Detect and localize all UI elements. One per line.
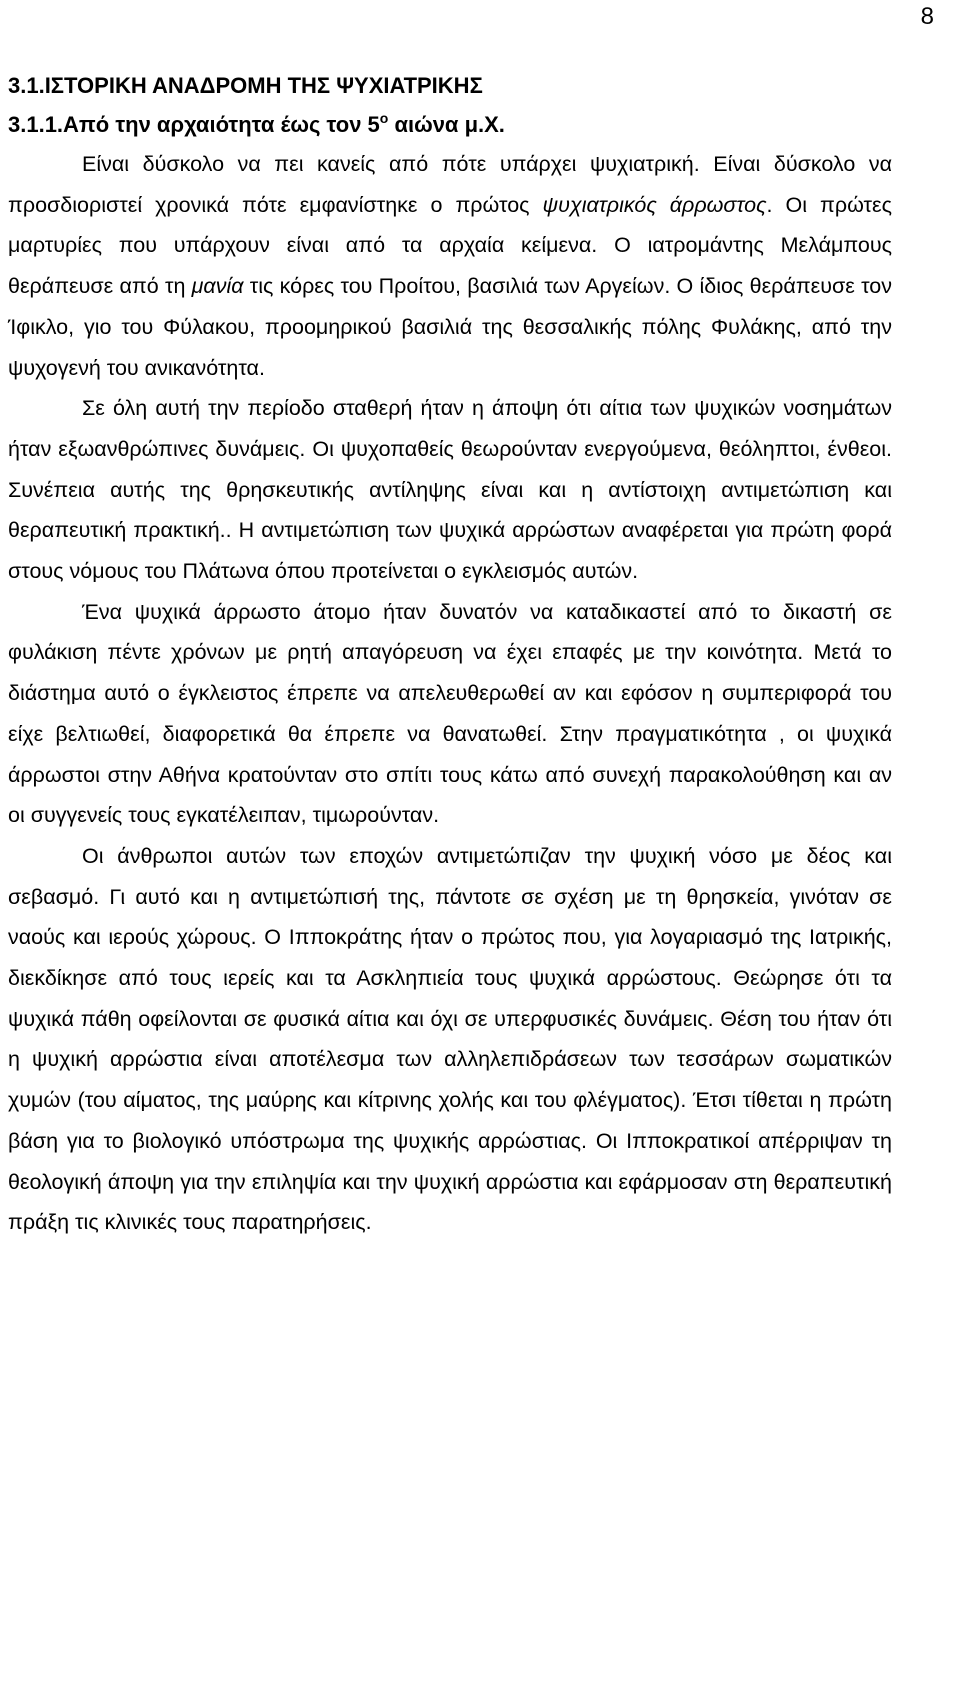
paragraph-1-text-c: τις κόρες του Προίτου, βασιλιά των Αργείων. Ο ίδιος θεράπευσε τον Ίφικλο, γιο του Φύλακου, προομηρικού βασιλιά της θεσσαλικής πόλης Φυλάκης, από την ψυχογενή του ανικανότητα. bbox=[8, 274, 892, 380]
paragraph-1-text-a: Είναι δύσκολο να πει κανείς από πότε υπάρχει ψυχιατρική. Είναι δύσκολο να προσδιοριστεί χρονικά πότε εμφανίστηκε ο πρώτος bbox=[8, 152, 892, 217]
paragraph-1-text-b: . Οι πρώτες μαρτυρίες που υπάρχουν είναι από τα αρχαία κείμενα. Ο ιατρομάντης Μελάμπους θεράπευσε από τη bbox=[8, 192, 892, 299]
subsection-heading bbox=[8, 107, 892, 143]
italic-term-psychiatric-patient: ψυχιατρικός άρρωστος bbox=[542, 192, 767, 217]
paragraph-1 bbox=[8, 144, 892, 388]
paragraph-3: Ένα ψυχικά άρρωστο άτομο ήταν δυνατόν να καταδικαστεί από το δικαστή σε φυλάκιση πέντε χρόνων με ρητή απαγόρευση να έχει επαφές με την κοινότητα. Μετά το διάστημα αυτό ο έγκλειστος έπρεπε να απελευθερωθεί αν και εφόσον η συμπεριφορά του είχε βελτιωθεί, διαφορετικά θα έπρεπε να θανατωθεί. Στην πραγματικότητα , οι ψυχικά άρρωστοι στην Αθήνα κρατούνταν στο σπίτι τους κάτω από συνεχή παρακολούθηση και αν οι συγγενείς τους εγκατέλειπαν, τιμωρούνταν. bbox=[8, 599, 892, 828]
subsection-heading-text: 3.1.1.Από την αρχαιότητα έως τον 5 bbox=[8, 112, 380, 137]
subsection-heading-suffix: αιώνα μ.Χ. bbox=[388, 112, 505, 137]
ordinal-superscript: ο bbox=[379, 110, 389, 126]
page-number: 8 bbox=[920, 3, 934, 30]
italic-term-mania: μανία bbox=[191, 274, 244, 299]
paragraph-2: Σε όλη αυτή την περίοδο σταθερή ήταν η άποψη ότι αίτια των ψυχικών νοσημάτων ήταν εξωανθρώπινες δυνάμεις. Οι ψυχοπαθείς θεωρούνταν ενεργούμενα, θεόληπτοι, ένθεοι. Συνέπεια αυτής της θρησκευτικής αντίληψης είναι και η αντίστοιχη αντιμετώπιση και θεραπευτική πρακτική.. Η αντιμετώπιση των ψυχικά αρρώστων αναφέρεται για πρώτη φορά στους νόμους του Πλάτωνα όπου προτείνεται ο εγκλεισμός αυτών. bbox=[8, 396, 892, 584]
document-body bbox=[8, 68, 892, 1243]
section-heading: 3.1.ΙΣΤΟΡΙΚΗ ΑΝΑΔΡΟΜΗ ΤΗΣ ΨΥΧΙΑΤΡΙΚΗΣ bbox=[8, 73, 483, 98]
paragraph-4: Οι άνθρωποι αυτών των εποχών αντιμετώπιζαν την ψυχική νόσο με δέος και σεβασμό. Γι αυτό και η αντιμετώπισή της, πάντοτε σε σχέση με τη θρησκεία, γινόταν σε ναούς και ιερούς χώρους. Ο Ιπποκράτης ήταν ο πρώτος που, για λογαριασμό της Ιατρικής, διεκδίκησε από τους ιερείς και τα Ασκληπιεία τους ψυχικά αρρώστους. Θεώρησε ότι τα ψυχικά πάθη οφείλονται σε φυσικά αίτια και όχι σε υπερφυσικές δυνάμεις. Θέση του ήταν ότι η ψυχική αρρώστια είναι αποτέλεσμα των αλληλεπιδράσεων των τεσσάρων σωματικών χυμών (του αίματος, της μαύρης και κίτρινης χολής και του φλέγματος). Έτσι τίθεται η πρώτη βάση για το βιολογικό υπόστρωμα της ψυχικής αρρώστιας. Οι Ιπποκρατικοί απέρριψαν τη θεολογική άποψη για την επιληψία και την ψυχική αρρώστια και εφάρμοσαν στη θεραπευτική πράξη τις κλινικές τους παρατηρήσεις. bbox=[8, 843, 892, 1235]
